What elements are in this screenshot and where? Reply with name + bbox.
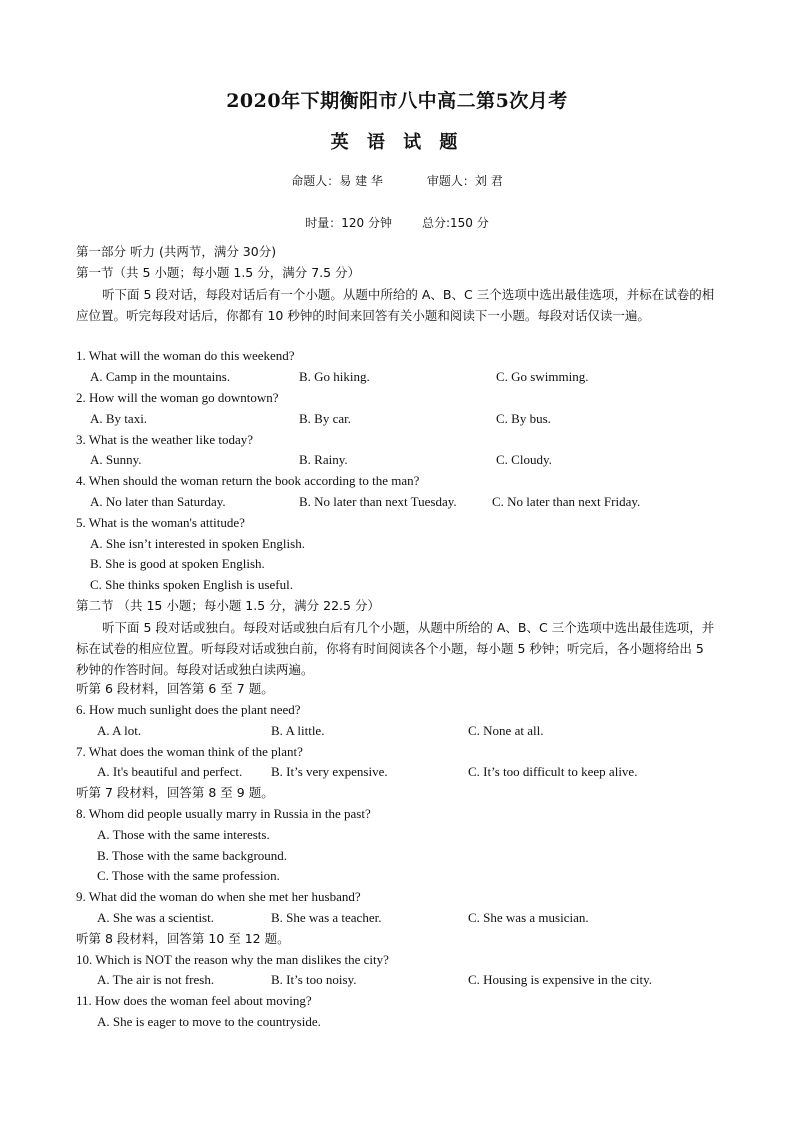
q2-option-a: A. By taxi. bbox=[90, 411, 148, 426]
question-6: 6. How much sunlight does the plant need? bbox=[76, 702, 301, 717]
q1-option-a: A. Camp in the mountains. bbox=[90, 369, 231, 384]
q9-option-a: A. She was a scientist. bbox=[97, 910, 214, 925]
q4-option-b: B. No later than next Tuesday. bbox=[299, 494, 457, 509]
q3-option-a: A. Sunny. bbox=[90, 452, 142, 467]
q6-option-a: A. A lot. bbox=[97, 723, 142, 738]
q4-option-a: A. No later than Saturday. bbox=[90, 494, 226, 509]
q7-option-b: B. It’s very expensive. bbox=[271, 764, 388, 779]
exam-staff bbox=[0, 172, 794, 189]
material-7-note: 听第 7 段材料，回答第 8 至 9 题。 bbox=[76, 785, 274, 800]
section1-instructions: 听下面 5 段对话，每段对话后有一个小题。从题中所给的 A、B、C 三个选项中选出最佳选项，并标在试卷的相应位置。听完每段对话后，你都有 10 秒钟的时间来回答有关小题和阅读下一小题。每段对话仅读一遍。 bbox=[76, 287, 715, 323]
question-1: 1. What will the woman do this weekend? bbox=[76, 348, 295, 363]
question-11: 11. How does the woman feel about moving? bbox=[76, 993, 312, 1008]
q9-option-c: C. She was a musician. bbox=[468, 910, 589, 925]
exam-subtitle: 英 语 试 题 bbox=[330, 132, 464, 153]
question-4: 4. When should the woman return the book according to the man? bbox=[76, 473, 420, 488]
q7-option-a: A. It's beautiful and perfect. bbox=[97, 764, 243, 779]
exam-info bbox=[0, 214, 794, 231]
part1-heading: 第一部分 听力 (共两节，满分 30分) bbox=[76, 244, 277, 259]
q5-option-c: C. She thinks spoken English is useful. bbox=[90, 577, 293, 592]
question-7: 7. What does the woman think of the plant? bbox=[76, 744, 303, 759]
q10-option-b: B. It’s too noisy. bbox=[271, 972, 357, 987]
q8-option-c: C. Those with the same profession. bbox=[97, 868, 280, 883]
q10-option-a: A. The air is not fresh. bbox=[97, 972, 215, 987]
material-8-note: 听第 8 段材料，回答第 10 至 12 题。 bbox=[76, 931, 290, 946]
setter: 命题人：易 建 华 bbox=[291, 174, 383, 188]
q9-option-b: B. She was a teacher. bbox=[271, 910, 382, 925]
q6-option-c: C. None at all. bbox=[468, 723, 544, 738]
q1-option-c: C. Go swimming. bbox=[496, 369, 589, 384]
question-8: 8. Whom did people usually marry in Russia in the past? bbox=[76, 806, 371, 821]
q7-option-c: C. It’s too difficult to keep alive. bbox=[468, 764, 638, 779]
section2-heading: 第二节 （共 15 小题；每小题 1.5 分，满分 22.5 分） bbox=[76, 598, 380, 613]
exam-score: 总分:150 分 bbox=[421, 216, 489, 230]
q8-option-a: A. Those with the same interests. bbox=[97, 827, 270, 842]
reviewer: 审题人：刘 君 bbox=[426, 174, 503, 188]
q10-option-c: C. Housing is expensive in the city. bbox=[468, 972, 653, 987]
q11-option-a: A. She is eager to move to the countryside. bbox=[97, 1014, 321, 1029]
material-6-note: 听第 6 段材料，回答第 6 至 7 题。 bbox=[76, 681, 274, 696]
q1-option-b: B. Go hiking. bbox=[299, 369, 370, 384]
section2-instructions: 听下面 5 段对话或独白。每段对话或独白后有几个小题，从题中所给的 A、B、C 三个选项中选出最佳选项，并标在试卷的相应位置。听每段对话或独白前，你将有时间阅读各个小题，每小题 5 秒钟；听完后，各小题将给出 5 秒钟的作答时间。每段对话或独白读两遍。 bbox=[76, 620, 715, 677]
q2-option-b: B. By car. bbox=[299, 411, 351, 426]
q3-option-b: B. Rainy. bbox=[299, 452, 348, 467]
question-5: 5. What is the woman's attitude? bbox=[76, 515, 245, 530]
q3-option-c: C. Cloudy. bbox=[496, 452, 552, 467]
question-10: 10. Which is NOT the reason why the man dislikes the city? bbox=[76, 952, 389, 967]
question-9: 9. What did the woman do when she met her husband? bbox=[76, 889, 361, 904]
q6-option-b: B. A little. bbox=[271, 723, 325, 738]
q5-option-b: B. She is good at spoken English. bbox=[90, 556, 265, 571]
q2-option-c: C. By bus. bbox=[496, 411, 551, 426]
q4-option-c: C. No later than next Friday. bbox=[492, 494, 641, 509]
exam-title: 2020年下期衡阳市八中高二第5次月考 bbox=[226, 90, 568, 112]
question-3: 3. What is the weather like today? bbox=[76, 432, 254, 447]
exam-time: 时量：120 分钟 bbox=[305, 216, 392, 230]
q8-option-b: B. Those with the same background. bbox=[97, 848, 288, 863]
question-2: 2. How will the woman go downtown? bbox=[76, 390, 279, 405]
q5-option-a: A. She isn’t interested in spoken English. bbox=[90, 536, 305, 551]
section1-heading: 第一节（共 5 小题；每小题 1.5 分，满分 7.5 分） bbox=[76, 265, 361, 280]
